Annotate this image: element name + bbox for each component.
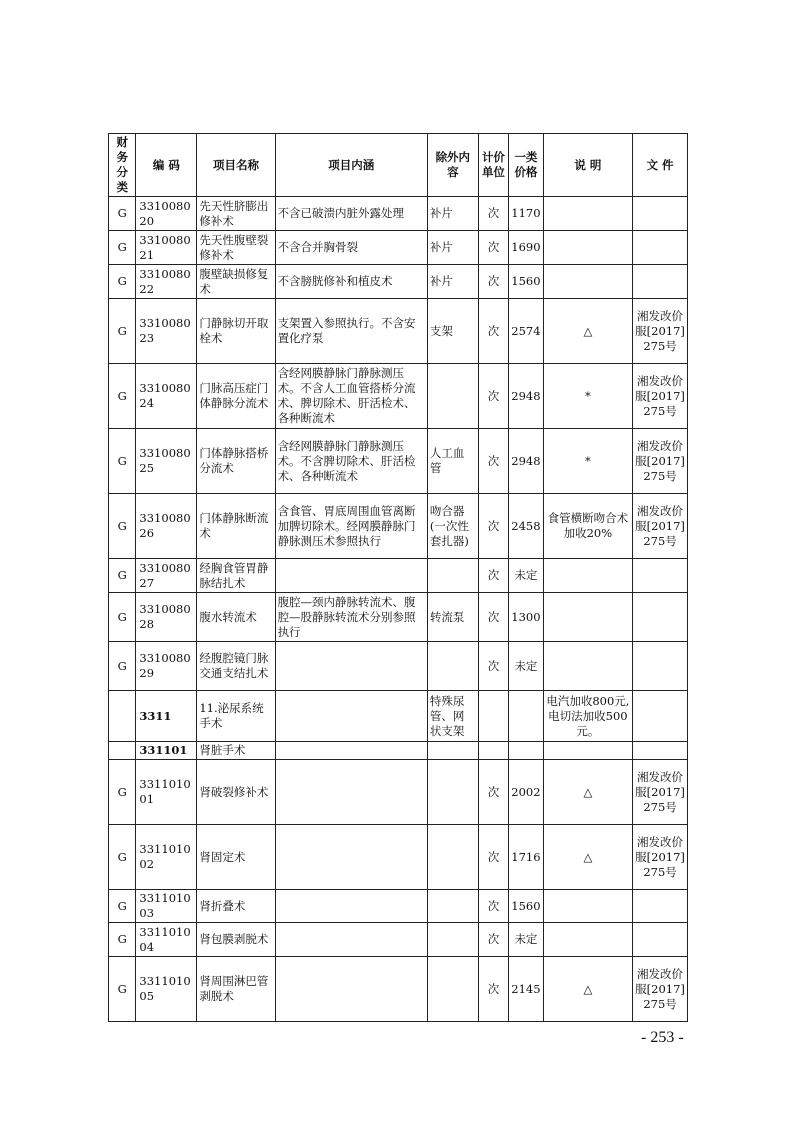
content-cell [275, 825, 427, 890]
price-cell: 2948 [509, 429, 544, 494]
price-cell: 未定 [509, 559, 544, 593]
file-cell: 湘发改价服[2017]275号 [633, 429, 688, 494]
price-cell: 2002 [509, 760, 544, 825]
note-cell: △ [543, 957, 632, 1022]
header-price: 一类价格 [509, 134, 544, 197]
unit-cell: 次 [478, 642, 508, 691]
file-cell [633, 593, 688, 642]
table-row [109, 890, 688, 923]
note-cell [543, 559, 632, 593]
price-table [108, 133, 688, 1022]
category-cell: G [109, 559, 136, 593]
file-cell [633, 642, 688, 691]
note-cell [543, 593, 632, 642]
content-cell: 腹腔—颈内静脉转流术、腹腔—股静脉转流术分别参照执行 [275, 593, 427, 642]
category-cell [109, 691, 136, 742]
category-cell: G [109, 197, 136, 231]
name-cell: 11.泌尿系统手术 [197, 691, 275, 742]
excluded-cell [427, 957, 478, 1022]
price-cell: 未定 [509, 642, 544, 691]
unit-cell [478, 742, 508, 760]
category-cell: G [109, 429, 136, 494]
excluded-cell: 转流泵 [427, 593, 478, 642]
excluded-cell: 补片 [427, 197, 478, 231]
file-cell [633, 742, 688, 760]
excluded-cell: 补片 [427, 265, 478, 299]
code-cell: 331008021 [136, 231, 197, 265]
note-cell [543, 890, 632, 923]
file-cell [633, 559, 688, 593]
content-cell: 支架置入参照执行。不含安置化疗泵 [275, 299, 427, 364]
name-cell: 肾固定术 [197, 825, 275, 890]
excluded-cell: 补片 [427, 231, 478, 265]
category-cell: G [109, 923, 136, 957]
file-cell [633, 197, 688, 231]
table-row [109, 231, 688, 265]
price-cell [509, 691, 544, 742]
file-cell: 湘发改价服[2017]275号 [633, 299, 688, 364]
name-cell: 肾包膜剥脱术 [197, 923, 275, 957]
table-row [109, 494, 688, 559]
excluded-cell: 支架 [427, 299, 478, 364]
name-cell: 门体静脉断流术 [197, 494, 275, 559]
category-cell: G [109, 760, 136, 825]
excluded-cell: 人工血管 [427, 429, 478, 494]
table-row [109, 923, 688, 957]
content-cell: 不含膀胱修补和植皮术 [275, 265, 427, 299]
excluded-cell [427, 364, 478, 429]
table-row [109, 559, 688, 593]
name-cell: 先天性腹壁裂修补术 [197, 231, 275, 265]
price-cell: 未定 [509, 923, 544, 957]
table-body [109, 197, 688, 1022]
content-cell [275, 642, 427, 691]
note-cell: * [543, 364, 632, 429]
category-cell: G [109, 825, 136, 890]
code-cell: 331008022 [136, 265, 197, 299]
table-row [109, 760, 688, 825]
code-cell: 331008025 [136, 429, 197, 494]
file-cell [633, 890, 688, 923]
excluded-cell [427, 642, 478, 691]
code-cell: 331008027 [136, 559, 197, 593]
excluded-cell: 特殊尿管、网状支架 [427, 691, 478, 742]
unit-cell: 次 [478, 429, 508, 494]
header-name: 项目名称 [197, 134, 275, 197]
unit-cell: 次 [478, 265, 508, 299]
name-cell: 肾破裂修补术 [197, 760, 275, 825]
code-cell: 331101 [136, 742, 197, 760]
code-cell: 3311 [136, 691, 197, 742]
price-cell: 2458 [509, 494, 544, 559]
note-cell: 食管横断吻合术加收20% [543, 494, 632, 559]
note-cell: * [543, 429, 632, 494]
file-cell [633, 265, 688, 299]
name-cell: 腹水转流术 [197, 593, 275, 642]
table-row [109, 742, 688, 760]
category-cell: G [109, 642, 136, 691]
category-cell [109, 742, 136, 760]
unit-cell: 次 [478, 494, 508, 559]
code-cell: 331101004 [136, 923, 197, 957]
note-cell [543, 923, 632, 957]
unit-cell: 次 [478, 197, 508, 231]
unit-cell: 次 [478, 923, 508, 957]
table-row [109, 642, 688, 691]
category-cell: G [109, 494, 136, 559]
name-cell: 门体静脉搭桥分流术 [197, 429, 275, 494]
excluded-cell [427, 923, 478, 957]
code-cell: 331008020 [136, 197, 197, 231]
header-excluded: 除外内容 [427, 134, 478, 197]
table-row [109, 593, 688, 642]
content-cell [275, 957, 427, 1022]
code-cell: 331008029 [136, 642, 197, 691]
name-cell: 门静脉切开取栓术 [197, 299, 275, 364]
code-cell: 331101005 [136, 957, 197, 1022]
table-row [109, 957, 688, 1022]
file-cell: 湘发改价服[2017]275号 [633, 364, 688, 429]
content-cell: 含经网膜静脉门静脉测压术。不含脾切除术、肝活检术、各种断流术 [275, 429, 427, 494]
category-cell: G [109, 231, 136, 265]
unit-cell: 次 [478, 957, 508, 1022]
content-cell [275, 890, 427, 923]
name-cell: 先天性脐膨出修补术 [197, 197, 275, 231]
content-cell: 含食管、胃底周围血管离断加脾切除术。经网膜静脉门静脉测压术参照执行 [275, 494, 427, 559]
code-cell: 331008026 [136, 494, 197, 559]
note-cell [543, 231, 632, 265]
category-cell: G [109, 265, 136, 299]
name-cell: 门脉高压症门体静脉分流术 [197, 364, 275, 429]
name-cell: 肾脏手术 [197, 742, 275, 760]
table-row [109, 299, 688, 364]
name-cell: 腹壁缺损修复术 [197, 265, 275, 299]
note-cell [543, 742, 632, 760]
code-cell: 331008023 [136, 299, 197, 364]
unit-cell: 次 [478, 231, 508, 265]
excluded-cell [427, 890, 478, 923]
code-cell: 331101003 [136, 890, 197, 923]
name-cell: 经胸食管胃静脉结扎术 [197, 559, 275, 593]
code-cell: 331008028 [136, 593, 197, 642]
content-cell [275, 742, 427, 760]
content-cell: 含经网膜静脉门静脉测压术。不含人工血管搭桥分流术、脾切除术、肝活检术、各种断流术 [275, 364, 427, 429]
table-row [109, 429, 688, 494]
price-cell: 2574 [509, 299, 544, 364]
unit-cell: 次 [478, 760, 508, 825]
unit-cell: 次 [478, 825, 508, 890]
price-cell: 1690 [509, 231, 544, 265]
note-cell [543, 265, 632, 299]
note-cell [543, 197, 632, 231]
price-cell: 2145 [509, 957, 544, 1022]
header-row [109, 134, 688, 197]
content-cell [275, 923, 427, 957]
name-cell: 肾折叠术 [197, 890, 275, 923]
price-cell: 1560 [509, 265, 544, 299]
table-row [109, 265, 688, 299]
file-cell: 湘发改价服[2017]275号 [633, 957, 688, 1022]
unit-cell: 次 [478, 299, 508, 364]
name-cell: 肾周围淋巴管剥脱术 [197, 957, 275, 1022]
price-cell: 1560 [509, 890, 544, 923]
unit-cell: 次 [478, 364, 508, 429]
price-cell: 1300 [509, 593, 544, 642]
file-cell: 湘发改价服[2017]275号 [633, 760, 688, 825]
category-cell: G [109, 890, 136, 923]
header-content: 项目内涵 [275, 134, 427, 197]
excluded-cell [427, 825, 478, 890]
excluded-cell [427, 559, 478, 593]
excluded-cell: 吻合器(一次性套扎器) [427, 494, 478, 559]
excluded-cell [427, 742, 478, 760]
table-row [109, 197, 688, 231]
table-row [109, 364, 688, 429]
category-cell: G [109, 364, 136, 429]
header-code: 编 码 [136, 134, 197, 197]
file-cell: 湘发改价服[2017]275号 [633, 494, 688, 559]
file-cell [633, 691, 688, 742]
price-cell: 1170 [509, 197, 544, 231]
content-cell: 不含已破溃内脏外露处理 [275, 197, 427, 231]
unit-cell: 次 [478, 890, 508, 923]
price-cell: 2948 [509, 364, 544, 429]
header-note: 说 明 [543, 134, 632, 197]
note-cell: △ [543, 299, 632, 364]
file-cell: 湘发改价服[2017]275号 [633, 825, 688, 890]
header-unit: 计价单位 [478, 134, 508, 197]
category-cell: G [109, 299, 136, 364]
code-cell: 331008024 [136, 364, 197, 429]
table-row [109, 691, 688, 742]
code-cell: 331101002 [136, 825, 197, 890]
note-cell [543, 642, 632, 691]
price-cell: 1716 [509, 825, 544, 890]
unit-cell [478, 691, 508, 742]
unit-cell: 次 [478, 559, 508, 593]
note-cell: △ [543, 825, 632, 890]
content-cell: 不含合并胸骨裂 [275, 231, 427, 265]
note-cell: 电汽加收800元,电切法加收500元。 [543, 691, 632, 742]
price-cell [509, 742, 544, 760]
content-cell [275, 760, 427, 825]
page-number: - 253 - [641, 1029, 684, 1046]
table-row [109, 825, 688, 890]
file-cell [633, 231, 688, 265]
content-cell [275, 691, 427, 742]
content-cell [275, 559, 427, 593]
file-cell [633, 923, 688, 957]
header-file: 文 件 [633, 134, 688, 197]
name-cell: 经腹腔镜门脉交通支结扎术 [197, 642, 275, 691]
code-cell: 331101001 [136, 760, 197, 825]
category-cell: G [109, 593, 136, 642]
category-cell: G [109, 957, 136, 1022]
header-category: 财务分类 [109, 134, 136, 197]
excluded-cell [427, 760, 478, 825]
unit-cell: 次 [478, 593, 508, 642]
note-cell: △ [543, 760, 632, 825]
